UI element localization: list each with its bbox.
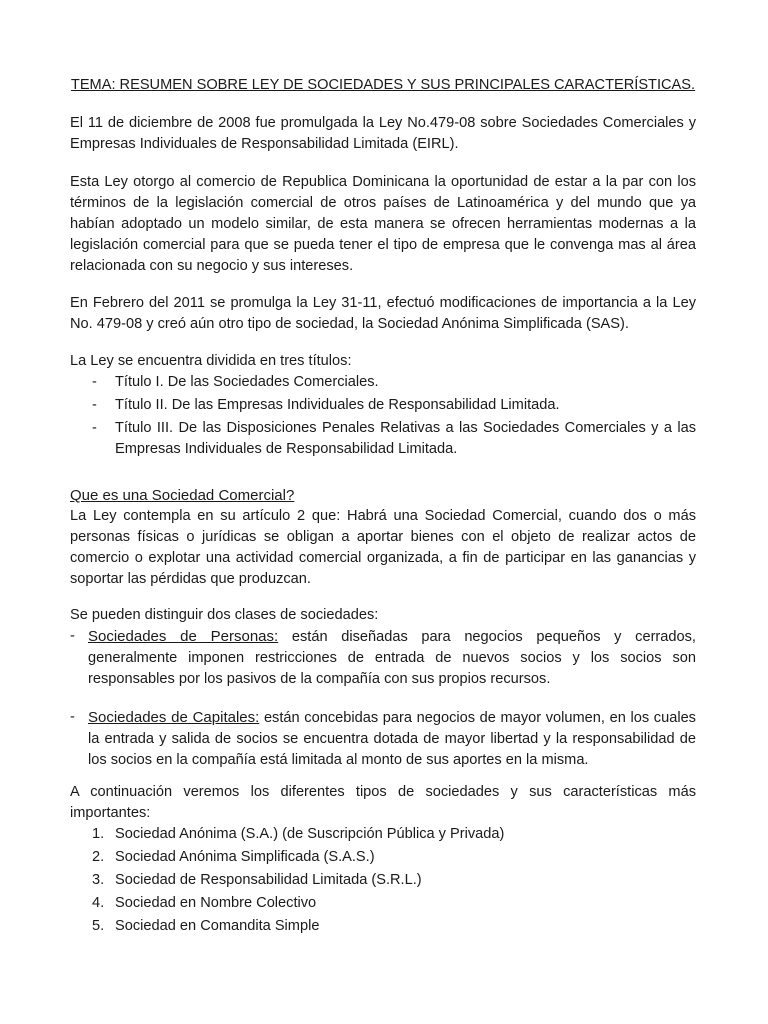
paragraph-intro [70, 113, 696, 155]
list-item [70, 916, 696, 937]
sociedad-comercial-section [70, 485, 696, 590]
list-item [70, 847, 696, 868]
class-term: Sociedades de Personas: [88, 628, 279, 645]
paragraph-text: En Febrero del 2011 se promulga la Ley 31-11, efectuó modificaciones de importancia a la Ley No. 479-08 y creó aún otro tipo de sociedad, la Sociedad Anónima Simplificada (SAS). [70, 295, 696, 332]
list-label: Sociedad en Comandita Simple [115, 918, 320, 934]
section-heading: Que es una Sociedad Comercial? [70, 487, 295, 504]
document-title: TEMA: RESUMEN SOBRE LEY DE SOCIEDADES Y SUS PRINCIPALES CARACTERÍSTICAS. [70, 77, 696, 93]
list-label: Sociedad Anónima Simplificada (S.A.S.) [115, 849, 375, 865]
titulos-section [70, 351, 696, 462]
list-number: 2. [92, 849, 105, 865]
paragraph-text: A continuación veremos los diferentes tipos de sociedades y sus características más importantes: [70, 784, 696, 821]
class-term: Sociedades de Capitales: [88, 709, 260, 726]
tipos-list [70, 824, 696, 937]
tipos-section [70, 782, 696, 939]
class-item-personas [70, 626, 696, 690]
list-number: 3. [92, 872, 105, 888]
paragraph-text: Se pueden distinguir dos clases de sociedades: [70, 607, 379, 623]
list-item [70, 870, 696, 891]
class-description: están diseñadas para negocios pequeños y cerrados, generalmente imponen restricciones de entrada de nuevos socios y los socios son responsables por los pasivos de la compañía con sus propios recursos. [88, 629, 696, 687]
class-item-capitales [70, 707, 696, 771]
paragraph-text: El 11 de diciembre de 2008 fue promulgada la Ley No.479-08 sobre Sociedades Comerciales y Empresas Individuales de Responsabilidad Limitada (EIRL). [70, 115, 696, 152]
list-label: Sociedad Anónima (S.A.) (de Suscripción Pública y Privada) [115, 826, 505, 842]
list-number: 5. [92, 918, 105, 934]
list-label: Sociedad de Responsabilidad Limitada (S.R.L.) [115, 872, 422, 888]
list-item [70, 824, 696, 845]
list-item: - Título III. De las Disposiciones Penales Relativas a las Sociedades Comerciales y a las Empresas Individuales de Responsabilidad Limitada. [70, 418, 696, 460]
list-number: 1. [92, 826, 105, 842]
class-description: están concebidas para negocios de mayor volumen, en los cuales la entrada y salida de socios se encuentra dotada de mayor libertad y la responsabilidad de los socios en la compañía está limitada al monto de sus aportes en la misma. [88, 710, 696, 768]
paragraph-ley-context [70, 172, 696, 277]
clases-section [70, 605, 696, 771]
list-item [70, 893, 696, 914]
paragraph-text: Esta Ley otorgo al comercio de Republica Dominicana la oportunidad de estar a la par con los términos de la legislación comercial de otros países de Latinoamérica y del mundo que ya habían adoptado un modelo similar, de esta manera se ofrecen herramientas modernas a la legislación comercial para que se pueda tener el tipo de empresa que le convenga mas al área relacionada con su negocio y sus intereses. [70, 174, 696, 274]
paragraph-text: La Ley se encuentra dividida en tres títulos: [70, 353, 352, 369]
list-item: - Título II. De las Empresas Individuales de Responsabilidad Limitada. [70, 395, 696, 416]
list-number: 4. [92, 895, 105, 911]
paragraph-text: La Ley contempla en su artículo 2 que: Habrá una Sociedad Comercial, cuando dos o más personas físicas o jurídicas se obligan a aportar bienes con el objeto de realizar actos de comercio o explotar una actividad comercial organizada, a fin de participar en las ganancias y soportar las pérdidas que produzcan. [70, 508, 696, 587]
paragraph-ley-31-11 [70, 293, 696, 335]
list-item: - Título I. De las Sociedades Comerciales. [70, 372, 696, 393]
titulos-list [70, 372, 696, 460]
list-label: Sociedad en Nombre Colectivo [115, 895, 317, 911]
